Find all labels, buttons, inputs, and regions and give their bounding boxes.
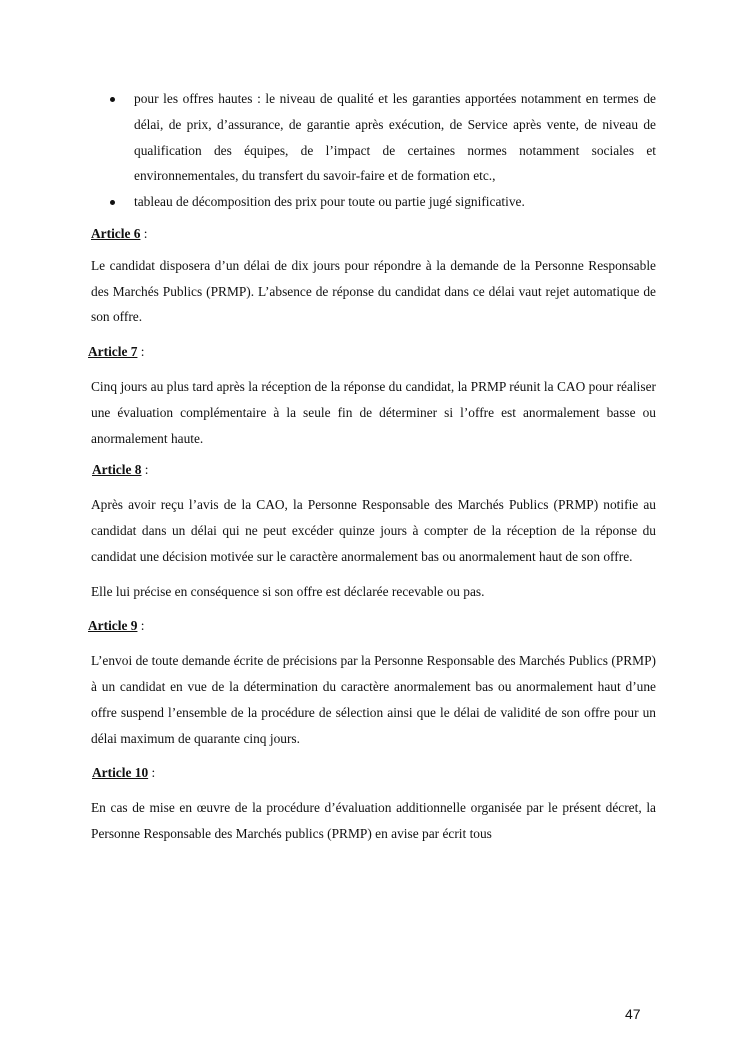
article-title: Article 6 [91, 225, 141, 241]
article-9-paragraph: L’envoi de toute demande écrite de précisions par la Personne Responsable des Marchés Publics (PRMP) à un candidat en vue de la détermination du caractère anormalement bas ou anormalement haut d’une offre suspend l’ensemble de la procédure de sélection ainsi que le délai de validité de son offre pour un délai maximum de quarante cinq jours. [91, 653, 656, 746]
article-6-heading [88, 221, 656, 247]
article-colon: : [140, 225, 148, 241]
article-8-paragraph: Après avoir reçu l’avis de la CAO, la Personne Responsable des Marchés Publics (PRMP) notifie au candidat dans un délai qui ne peut excéder quinze jours à compter de la réception de la réponse du candidat une décision motivée sur le caractère anormalement bas ou anormalement haut de son offre. [91, 497, 656, 564]
article-title: Article 10 [92, 765, 149, 781]
article-7-paragraph: Cinq jours au plus tard après la réception de la réponse du candidat, la PRMP réunit la CAO pour réaliser une évaluation complémentaire à la seule fin de déterminer si l’offre est anormalement basse ou anormalement haute. [91, 378, 656, 446]
page-number: 47 [625, 1006, 641, 1022]
article-10-heading [88, 760, 656, 786]
article-8-paragraph-2: Elle lui précise en conséquence si son offre est déclarée recevable ou pas. [91, 583, 485, 599]
bullet-list [88, 86, 656, 215]
article-7-heading [88, 339, 656, 365]
article-8-heading [88, 457, 656, 483]
article-title: Article 8 [92, 462, 142, 478]
bullet-item [88, 86, 656, 189]
bullet-text: pour les offres hautes : le niveau de qualité et les garanties apportées notamment en termes de délai, de prix, d’assurance, de garantie après exécution, de Service après vente, de niveau de qualification des équipes, de l’impact de certaines normes notamment sociales et environnementales, du transfert du savoir-faire et de formation etc., [134, 91, 656, 184]
article-9-heading [88, 613, 656, 639]
article-6-paragraph: Le candidat disposera d’un délai de dix jours pour répondre à la demande de la Personne Responsable des Marchés Publics (PRMP). L’absence de réponse du candidat dans ce délai vaut rejet automatique de son offre. [91, 257, 656, 325]
article-colon: : [137, 618, 145, 634]
bullet-item [88, 189, 656, 215]
bullet-dot-icon [110, 97, 115, 102]
bullet-text: tableau de décomposition des prix pour toute ou partie jugé significative. [134, 194, 525, 210]
article-title: Article 9 [88, 618, 138, 634]
article-colon: : [141, 462, 149, 478]
article-colon: : [148, 765, 156, 781]
article-10-paragraph: En cas de mise en œuvre de la procédure d’évaluation additionnelle organisée par le présent décret, la Personne Responsable des Marchés publics (PRMP) en avise par écrit tous [91, 800, 656, 841]
article-title: Article 7 [88, 344, 138, 360]
bullet-dot-icon [110, 200, 115, 205]
page-content [88, 86, 656, 847]
article-colon: : [137, 344, 145, 360]
